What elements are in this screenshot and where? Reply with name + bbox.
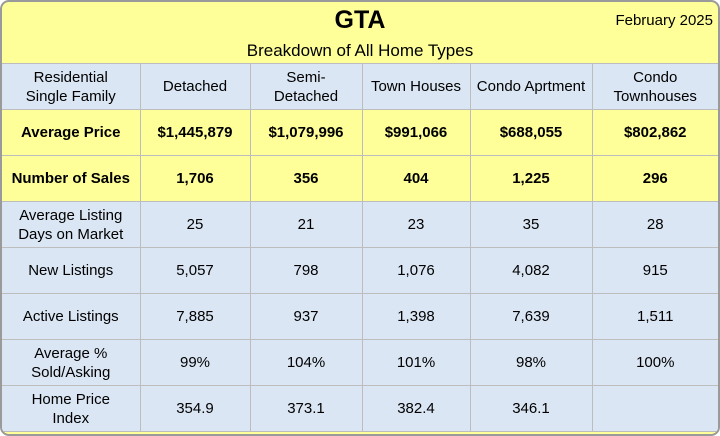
row-label: Home Price Index [2,386,140,432]
table-cell: 356 [250,156,362,202]
table-cell: 25 [140,202,250,248]
table-cell: 101% [362,340,470,386]
table-cell: 404 [362,156,470,202]
table-cell: 99% [140,340,250,386]
table-cell: $1,445,879 [140,110,250,156]
table-cell: 373.1 [250,386,362,432]
table-row [2,294,718,340]
table-cell: 100% [592,340,718,386]
table-cell: 382.4 [362,386,470,432]
table-cell: 937 [250,294,362,340]
table-cell: 1,706 [140,156,250,202]
home-types-table [2,63,718,432]
table-row [2,340,718,386]
table-cell: 7,885 [140,294,250,340]
row-label: Average Listing Days on Market [2,202,140,248]
table-cell: 354.9 [140,386,250,432]
table-cell: 1,225 [470,156,592,202]
table-cell: 35 [470,202,592,248]
table-cell: $991,066 [362,110,470,156]
report-subtitle: Breakdown of All Home Types [246,41,474,60]
table-cell: 1,511 [592,294,718,340]
table-cell: 7,639 [470,294,592,340]
column-header: Town Houses [362,64,470,110]
report-header [2,2,718,63]
table-cell: 1,398 [362,294,470,340]
table-cell: 21 [250,202,362,248]
table-row [2,110,718,156]
table-row [2,202,718,248]
table-cell: $1,079,996 [250,110,362,156]
table-cell: 5,057 [140,248,250,294]
table-cell: $688,055 [470,110,592,156]
table-cell [592,386,718,432]
table-cell: 104% [250,340,362,386]
column-header: Condo Townhouses [592,64,718,110]
table-row [2,386,718,432]
table-cell: 1,076 [362,248,470,294]
row-label: Average % Sold/Asking [2,340,140,386]
table-cell: 4,082 [470,248,592,294]
table-cell: $802,862 [592,110,718,156]
table-header-row [2,64,718,110]
report-title: GTA [334,6,386,34]
column-header: Detached [140,64,250,110]
column-header: Residential Single Family [2,64,140,110]
table-cell: 98% [470,340,592,386]
table-cell: 23 [362,202,470,248]
report-date: February 2025 [615,12,713,29]
table-cell: 798 [250,248,362,294]
table-cell: 296 [592,156,718,202]
row-label: New Listings [2,248,140,294]
table-cell: 346.1 [470,386,592,432]
table-cell: 28 [592,202,718,248]
table-cell: 915 [592,248,718,294]
row-label: Active Listings [2,294,140,340]
column-header: Semi- Detached [250,64,362,110]
row-label: Number of Sales [2,156,140,202]
table-row [2,248,718,294]
column-header: Condo Aprtment [470,64,592,110]
table-row [2,156,718,202]
row-label: Average Price [2,110,140,156]
